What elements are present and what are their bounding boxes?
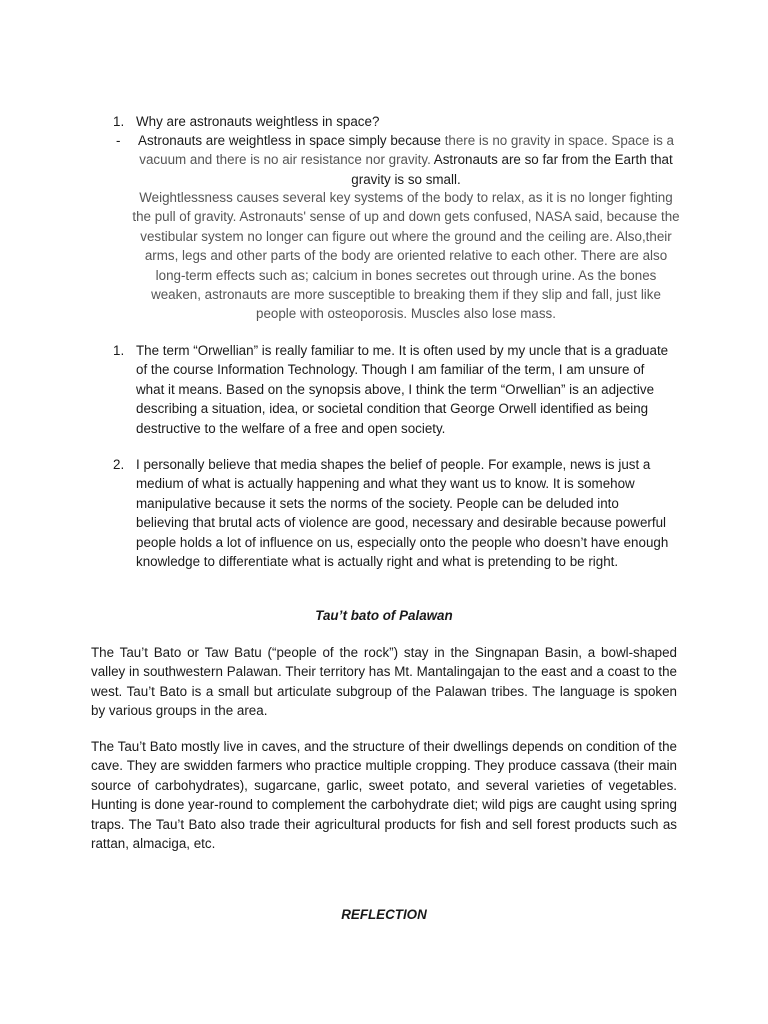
answer-dark-part-2: Astronauts are so far from the Earth that gravity is so small. [351,152,673,187]
answer-gray-part: there is no gravity in space. Space is a vacuum and there is no air resistance nor gravity. [139,133,674,168]
orwellian-answer: The term “Orwellian” is really familiar to me. It is often used by my uncle that is a graduate of the course Information Technology. Though I am familiar of the term, I am unsure of what it means. Based on the synopsis above, I think the term “Orwellian” is an adjective describing a situation, idea, or societal condition that George Orwell identified as being destructive to the welfare of a free and open society. [136,343,669,436]
section-heading-reflection: REFLECTION [341,907,427,922]
tautbato-paragraph-1: The Tau’t Bato or Taw Batu (“people of the rock”) stay in the Singnapan Basin, a bowl-shaped valley in southwestern Palawan. Their territory has Mt. Mantalingajan to the east and a coast to the west. Tau’t Bato is a small but articulate subgroup of the Palawan tribes. The language is spoken by various groups in the area. [91,645,677,719]
answer-dark-part-1: Astronauts are weightless in space simply because [138,133,441,148]
weightlessness-explanation: Weightlessness causes several key systems of the body to relax, as it is no longer fighting the pull of gravity. Astronauts' sense of up and down gets confused, NASA said, because the vestibular system no longer can figure out where the ground and the ceiling are. Also,their arms, legs and other parts of the body are oriented relative to each other. There are also long-term effects such as; calcium in bones secretes out through urine. As the bones weaken, astronauts are more susceptible to breaking them if they slip and fall, just like people with osteoporosis. Muscles also lose mass. [132,190,680,322]
item-number-2: 2. [113,457,125,472]
answer-text [130,131,682,189]
item-number-1: 1. [113,343,125,358]
tautbato-paragraph-2: The Tau’t Bato mostly live in caves, and the structure of their dwellings depends on condition of the cave. They are swidden farmers who practice multiple cropping. They produce cassava (their main source of carbohydrates), sugarcane, garlic, sweet potato, and several varieties of vegetables. Hunting is done year-round to complement the carbohydrate diet; wild pigs are caught using spring traps. The Tau’t Bato also trade their agricultural products for fish and sell forest products such as rattan, almaciga, etc. [91,739,677,852]
answer-dash: - [116,133,121,148]
section-heading-tautbato: Tau’t bato of Palawan [315,608,453,623]
question-number: 1. [113,114,125,129]
media-answer: I personally believe that media shapes the belief of people. For example, news is just a medium of what is actually happening and what they want us to know. It is somehow manipulative because it sets the norms of the society. People can be deluded into believing that brutal acts of violence are good, necessary and desirable because powerful people holds a lot of influence on us, especially onto the people who doesn’t have enough knowledge to differentiate what is actually right and what is pretending to be right. [136,457,669,570]
question-text: Why are astronauts weightless in space? [136,114,380,129]
